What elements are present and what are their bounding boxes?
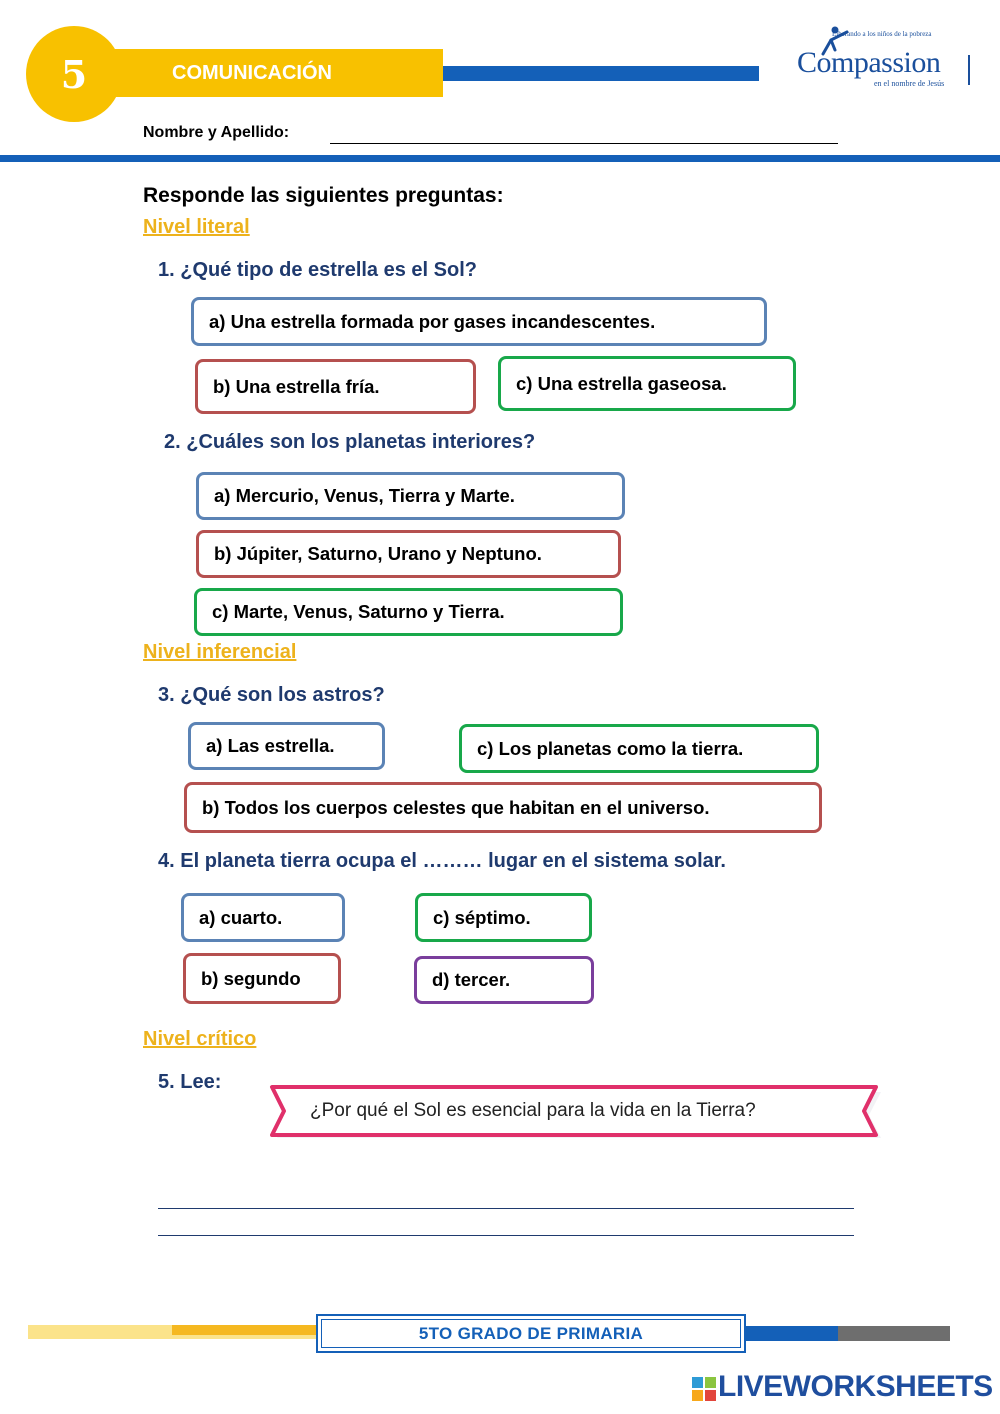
q3-option-c[interactable]: c) Los planetas como la tierra. <box>459 724 819 773</box>
q1-option-a[interactable]: a) Una estrella formada por gases incandescentes. <box>191 297 767 346</box>
footer-grade-label: 5TO GRADO DE PRIMARIA <box>418 1323 644 1343</box>
footer-stripe-yellow <box>172 1325 322 1335</box>
level-inferencial: Nivel inferencial <box>143 641 297 663</box>
logo-subline: en el nombre de Jesús <box>874 79 945 88</box>
footer-stripe-blue <box>746 1326 838 1341</box>
name-label: Nombre y Apellido: <box>143 124 290 141</box>
name-input-line[interactable] <box>330 143 838 144</box>
logo-tagline: Liberando a los niños de la pobreza <box>832 30 932 38</box>
q2-option-b[interactable]: b) Júpiter, Saturno, Urano y Neptuno. <box>196 530 621 578</box>
q2-option-c[interactable]: c) Marte, Venus, Saturno y Tierra. <box>194 588 623 636</box>
question-2: 2. ¿Cuáles son los planetas interiores? <box>164 431 536 453</box>
instruction-heading: Responde las siguientes preguntas: <box>143 184 504 207</box>
level-critico: Nivel crítico <box>143 1028 257 1050</box>
logo-divider <box>968 55 970 85</box>
q1-option-c[interactable]: c) Una estrella gaseosa. <box>498 356 796 411</box>
q1-option-b[interactable]: b) Una estrella fría. <box>195 359 476 414</box>
grade-badge: 5 <box>26 26 122 122</box>
question-3: 3. ¿Qué son los astros? <box>158 684 385 706</box>
question-5: 5. Lee: <box>158 1071 222 1093</box>
subject-title: COMUNICACIÓN <box>172 61 332 84</box>
level-literal: Nivel literal <box>143 216 250 238</box>
q4-option-c[interactable]: c) séptimo. <box>415 893 592 942</box>
q3-option-a[interactable]: a) Las estrella. <box>188 722 385 770</box>
q4-option-a[interactable]: a) cuarto. <box>181 893 345 942</box>
answer-line-1[interactable] <box>158 1208 854 1209</box>
liveworksheets-icon <box>692 1377 716 1401</box>
liveworksheets-brand: LIVEWORKSHEETS <box>718 1370 993 1403</box>
q2-option-a[interactable]: a) Mercurio, Venus, Tierra y Marte. <box>196 472 625 520</box>
q3-option-b[interactable]: b) Todos los cuerpos celestes que habitan en el universo. <box>184 782 822 833</box>
question-5-prompt: ¿Por qué el Sol es esencial para la vida en la Tierra? <box>310 1100 756 1121</box>
logo-wordmark: Compassion <box>797 46 941 79</box>
q4-option-b[interactable]: b) segundo <box>183 953 341 1004</box>
footer-grade-box <box>316 1314 746 1353</box>
subject-bar <box>100 49 443 97</box>
question-1: 1. ¿Qué tipo de estrella es el Sol? <box>158 259 477 281</box>
header-rule <box>0 155 1000 162</box>
question-4: 4. El planeta tierra ocupa el ……… lugar en el sistema solar. <box>158 850 726 872</box>
footer-stripe-gray <box>838 1326 950 1341</box>
answer-line-2[interactable] <box>158 1235 854 1236</box>
header-blue-stripe <box>443 66 759 81</box>
q4-option-d[interactable]: d) tercer. <box>414 956 594 1004</box>
